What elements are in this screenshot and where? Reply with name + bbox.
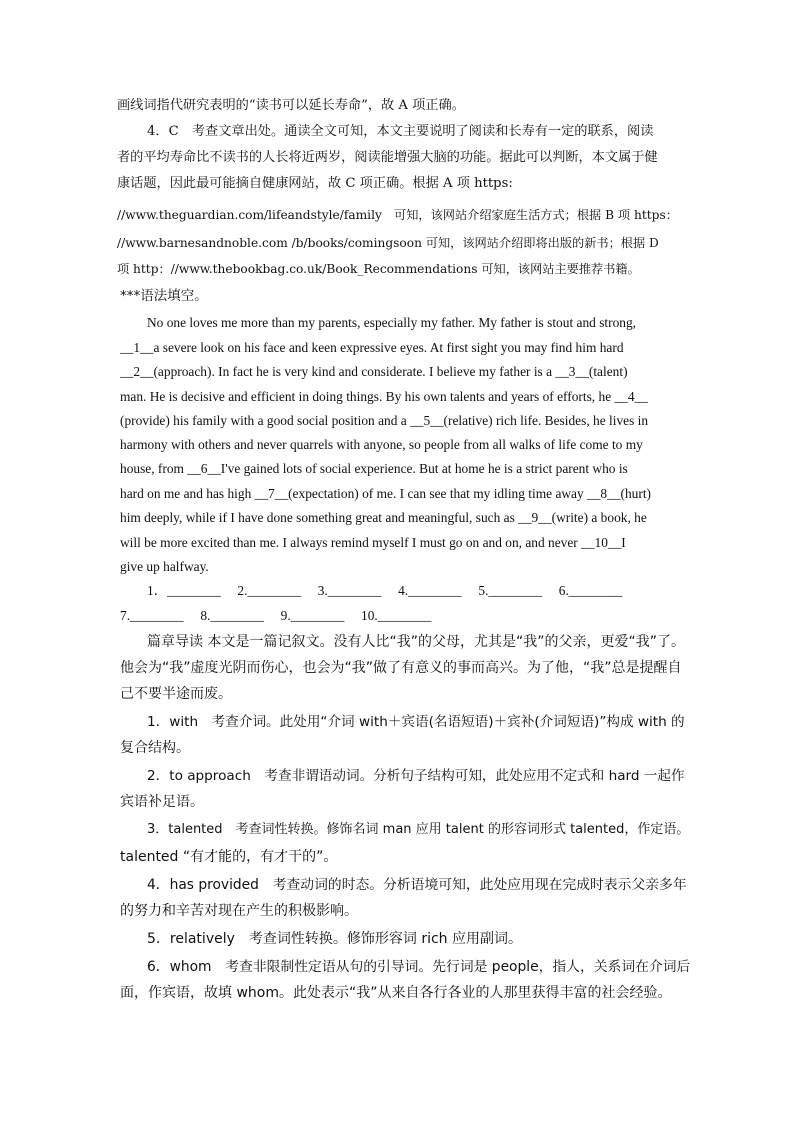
explanation-line: 面，作宾语，故填 whom。此处表示“我”从来自各行各业的人那里获得丰富的社会经验。 — [120, 985, 672, 1001]
answer-line: 者的平均寿命比不读书的人长将近两岁，阅读能增强大脑的功能。据此可以判断，本文属于健 — [117, 150, 658, 165]
passage-line: him deeply, while if I have done something great and meaningful, such as __9__(write) a book, he — [120, 510, 647, 525]
answer-line: 康话题，因此最可能摘自健康网站，故 C 项正确。根据 A 项 https: — [117, 176, 513, 191]
passage-line: man. He is decisive and efficient in doing things. By his own talents and years of efforts, he __4__ — [120, 389, 648, 404]
passage-line: (provide) his family with a good social position and a __5__(relative) rich life. Besides, he lives in — [120, 413, 649, 428]
passage-line: harmony with others and never quarrels with anyone, so people from all walks of life come to my — [120, 437, 643, 452]
explanation-line: 5．relatively 考查词性转换。修饰形容词 rich 应用副词。 — [147, 931, 523, 947]
explanation-line: 1．with 考查介词。此处用“介词 with＋宾语(名语短语)＋宾补(介词短语)”构成 with 的 — [147, 714, 685, 730]
answer-blanks-row: 7.________ 8.________ 9.________ 10.________ — [120, 608, 432, 623]
explanation-line: 的努力和辛苦对现在产生的积极影响。 — [120, 903, 358, 919]
passage-line: house, from __6__I've gained lots of social experience. But at home he is a strict parent who is — [120, 461, 628, 476]
passage-line: give up halfway. — [120, 559, 209, 574]
explanation-line: 3．talented 考查词性转换。修饰名词 man 应用 talent 的形容词形式 talented，作定语。 — [147, 822, 690, 837]
answer-line: 4．C 考查文章出处。通读全文可知，本文主要说明了阅读和长寿有一定的联系，阅读 — [147, 124, 654, 139]
explanation-line: 他会为“我”虚度光阴而伤心，也会为“我”做了有意义的事而高兴。为了他，“我”总是提醒自 — [120, 660, 682, 676]
explanation-line: talented “有才能的，有才干的”。 — [120, 849, 338, 865]
explanation-line: 2．to approach 考查非谓语动词。分析句子结构可知，此处应用不定式和 hard 一起作 — [147, 768, 685, 784]
answer-blanks-row: 1．________ 2.________ 3.________ 4.________ 5.________ 6.________ — [147, 583, 623, 598]
passage-line: __1__a severe look on his face and keen expressive eyes. At first sight you may find him hard — [120, 340, 624, 355]
passage-line: __2__(approach). In fact he is very kind and considerate. I believe my father is a __3__(talent) — [120, 364, 628, 379]
answer-line: //www.barnesandnoble.com /b/books/comingsoon 可知，该网站介绍即将出版的新书；根据 D — [117, 236, 659, 250]
explanation-line: 6．whom 考查非限制性定语从句的引导词。先行词是 people，指人，关系词在介词后 — [147, 959, 691, 975]
explanation-line: 复合结构。 — [120, 740, 190, 756]
explanation-line: 己不要半途而废。 — [120, 686, 232, 702]
section-title: ***语法填空。 — [120, 288, 208, 304]
explanation-line: 4．has provided 考查动词的时态。分析语境可知，此处应用现在完成时表示父亲多年 — [147, 877, 687, 893]
passage-line: hard on me and has high __7__(expectation) of me. I can see that my idling time away __8__(hurt) — [120, 486, 652, 501]
passage-line: No one loves me more than my parents, especially my father. My father is stout and strong, — [147, 315, 637, 330]
answer-line: 画线词指代研究表明的“读书可以延长寿命”，故 A 项正确。 — [117, 98, 465, 113]
passage-line: will be more excited than me. I always remind myself I must go on and on, and never __10__I — [120, 535, 626, 550]
explanation-line: 篇章导读 本文是一篇记叙文。没有人比“我”的父母，尤其是“我”的父亲，更爱“我”了。 — [147, 634, 685, 650]
answer-line: 项 http：//www.thebookbag.co.uk/Book_Recommendations 可知，该网站主要推荐书籍。 — [117, 262, 640, 276]
explanation-line: 宾语补足语。 — [120, 794, 204, 810]
answer-line: //www.theguardian.com/lifeandstyle/family 可知，该网站介绍家庭生活方式；根据 B 项 https： — [117, 208, 678, 222]
